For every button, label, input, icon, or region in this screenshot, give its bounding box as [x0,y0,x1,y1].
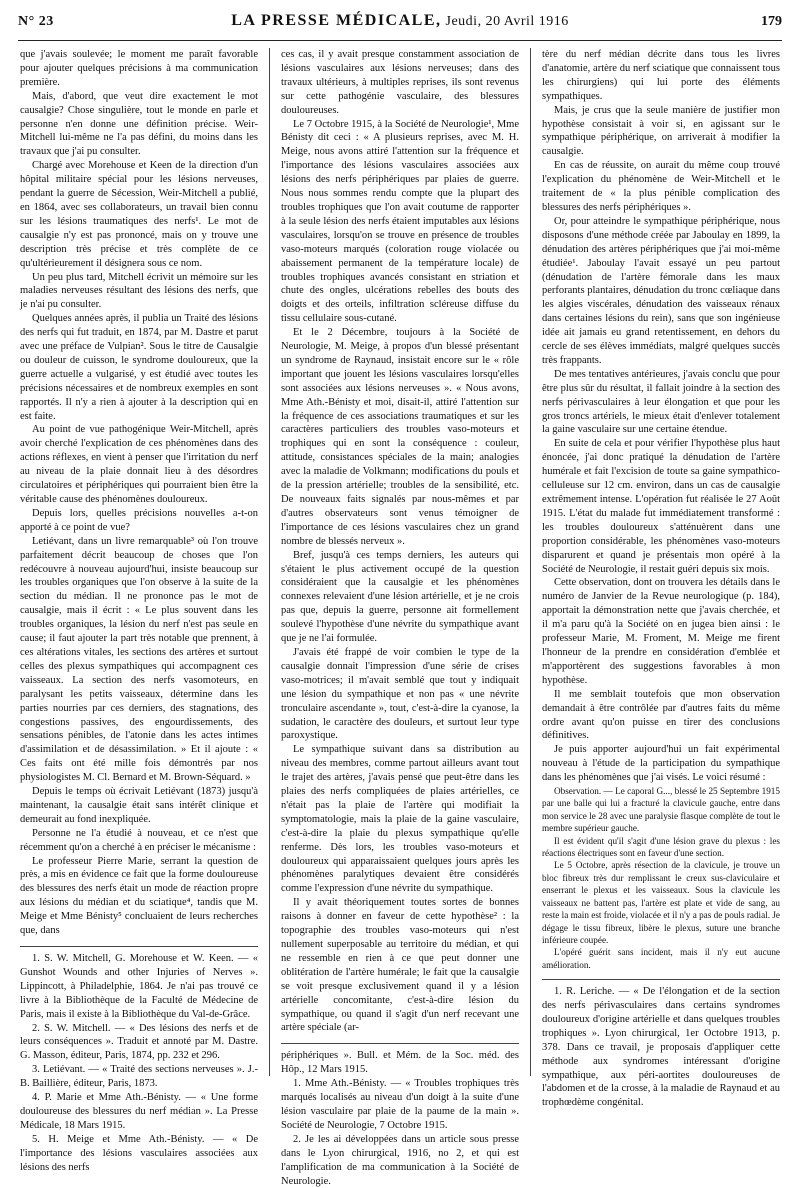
paragraph: Depuis le temps où écrivait Letiévant (1873) jusqu'à maintenant, la causalgie était sans intérêt clinique et demeurait au fond inexpliquée. [20,786,258,825]
footnote: 2. Je les ai développées dans un article sous presse dans le Lyon chirurgical, 1916, no 2, et qui est l'amplification de ma communication à la Société de Neurologie. [281,1133,519,1187]
observation-paragraph: Observation. — Le caporal G..., blessé le 25 Septembre 1915 par une balle qui lui a fracturé la clavicule gauche, entre dans mon service le 28 avec une paralysie flasque complète de tout le membre supérieur gauche. [542,786,780,834]
issue-date: Jeudi, 20 Avril 1916 [441,14,569,29]
paragraph: Le professeur Pierre Marie, serrant la question de près, a mis en évidence ce fait que la forme douloureuse des blessures des nerfs était un mode de réaction propre aux lésions du médian et du sciatique⁴, tandis que M. Meige et Mme Bénisty⁵ concluaient de leurs recherches que, dans [20,855,258,937]
footnote: 1. S. W. Mitchell, G. Morehouse et W. Keen. — « Gunshot Wounds and other Injuries of Nerves ». Lippincott, à Philadelphie, 1864. Je n'ai pas trouvé ce livre à la Bibliothèque de la Faculté de Médecine de Paris, mais il existe à la Bibliothèque du Val-de-Grâce. [20,953,258,1020]
paragraph: que j'avais soulevée; le moment me paraît favorable pour ajouter quelques précisions à ma communication première. [20,49,258,88]
observation-paragraph: L'opéré guérit sans incident, mais il n'y eut aucune amélioration. [542,947,780,970]
paragraph: De mes tentatives antérieures, j'avais conclu que pour être plus sûr du résultat, il fallait joindre à la section des nerfs périvasculaires à leur élongation et que pour les gros troncs artériels, le mieux était d'enlever totalement la gaine vasculaire sur une certaine étendue. [542,368,780,436]
footnote: 3. Letiévant. — « Traité des sections nerveuses ». J.-B. Baillière, éditeur, Paris, 1873. [20,1064,258,1090]
issue-number: N° 23 [18,14,54,29]
paragraph: Quelques années après, il publia un Traité des lésions des nerfs qui fut traduit, en 1874, par M. Dastre et parut avec une préface de Vulpian². Sous le titre de Causalgie ou douleur de cuisson, le syndrome douloureux, que la guerre actuelle a vulgarisé, y est étudié avec toutes les précisions nécessaires et de nombreux exemples en sont rapportés. Il n'y a rien à ajouter à la description qui en est faite. [20,313,258,422]
paragraph: Cette observation, dont on trouvera les détails dans le numéro de Janvier de la Revue neurologique (p. 184), apportait la démonstration nette que j'avais cherchée, et il m'a paru qu'à la Société on en jugea bien ainsi : le professeur Marie, M. Froment, M. Meige me firent l'honneur de la prendre en considération d'emblée et m'apportèrent des suggestions favorables à mon hypothèse. [542,577,780,686]
paragraph: Le 7 Octobre 1915, à la Société de Neurologie¹, Mme Bénisty dit ceci : « A plusieurs reprises, avec M. H. Meige, nous avons attiré l'attention sur la fréquence et l'importance des lésions vasculaires associées aux lésions des nerfs périphériques par plaies de guerre. Nous nous sommes rendu compte que la plupart des troubles trophiques que l'on avait coutume de rapporter à la seule lésion des nerfs étaient imputables aux lésions vasculaires, lorsqu'on se trouve en présence de troubles vaso-moteurs marqués (coloration rouge violacée ou abaissement permanent de la température locale) de troubles trophiques avancés consistant en striation et chute des ongles, ulcérations rebelles des bouts des doigts et des orteils, infiltration scléreuse diffuse du tissu cellulaire sous-cutané. [281,118,519,325]
observation-paragraph: Le 5 Octobre, après résection de la clavicule, je trouve un bloc fibreux très dur remplissant le creux sus-claviculaire et enserrant le plexus et les vaisseaux. Sous la clavicule les vaisseaux ne battent pas, l'artère est plate et vide de sang, au reste la main est froide, violacée et il n'y a pas de pouls radial. Je dégage le tissu fibreux, libère le plexus, suture une branche inférieure coupée. [542,860,780,945]
paragraph: Chargé avec Morehouse et Keen de la direction d'un hôpital militaire spécial pour les lésions nerveuses, pendant la guerre de Sécession, Weir-Mitchell a publié, en 1864, avec ses collaborateurs, un travail bien connu sur les lésions traumatiques des nerfs¹. Le mot de causalgie n'y est pas prononcé, mais on y trouve une description très précise et très complète de ce qu'ultérieurement il désignera sous ce nom. [20,160,258,269]
page-header [18,6,782,41]
footnote-rule [542,979,780,980]
footnote: 5. H. Meige et Mme Ath.-Bénisty. — « De l'importance des lésions vasculaires associées aux lésions des nerfs [20,1133,258,1173]
paragraph: Un peu plus tard, Mitchell écrivit un mémoire sur les maladies nerveuses résultant des lésions des nerfs, que je n'ai pu consulter. [20,271,258,311]
footnote: 2. S. W. Mitchell. — « Des lésions des nerfs et de leurs conséquences ». Traduit et annoté par M. Dastre. G. Masson, éditeur, Paris, 1874, pp. 232 et 296. [20,1022,258,1062]
footnote: 1. R. Leriche. — « De l'élongation et de la section des nerfs périvasculaires dans certains syndromes douloureux d'origine artérielle et dans quelques troubles trophiques ». Lyon chirurgical, 1er Octobre 1913, p. 378. Dans ce travail, je proposais d'appliquer cette méthode aux syndromes intéressant d'origine sympathique, aux péri-aortites douloureuses de l'abdomen et de la crosse, à la maladie de Raynaud et au trophœdème congénital. [542,986,780,1109]
paragraph: tère du nerf médian décrite dans tous les livres d'anatomie, artère du nerf sciatique que connaissent tous les chirurgiens) qui lui porte des éléments sympathiques. [542,49,780,102]
paragraph: Bref, jusqu'à ces temps derniers, les auteurs qui s'étaient le plus activement occupé de la question considéraient que la causalgie et les phénomènes connexes relevaient d'une lésion artérielle, et je ne crois pas que, depuis la guerre, personne ait formellement soulevé l'hypothèse d'une névrite du sympathique avant que je ne l'ai formulée. [281,549,519,645]
page-number: 179 [761,14,782,29]
footnote-rule [20,946,258,947]
observation-paragraph: Il est évident qu'il s'agit d'une lésion grave du plexus : les réactions électriques sont en faveur d'une section. [542,835,780,859]
paragraph: Mais, je crus que la seule manière de justifier mon hypothèse consistait à voir si, en agissant sur le sympathique périphérique, on arriverait à modifier la causalgie. [542,104,780,158]
paragraph: Et le 2 Décembre, toujours à la Société de Neurologie, M. Meige, à propos d'un blessé présentant un syndrome de Raynaud, insistait encore sur le « rôle important que jouent les lésions vasculaires lorsqu'elles sont associées aux lésions nerveuses ». « Nous avons, Mme Ath.-Bénisty et moi, disait-il, attiré l'attention sur la fréquence de ces associations traumatiques et sur les caractères particuliers des troubles vaso-moteurs et trophiques qui en sont la conséquence : couleur, attitude, consistances spéciales de la main; analogies avec la maladie de Volkmann; modifications du pouls et de la pression artérielle; troubles de la sensibilité, etc. De nouveaux faits signalés par nous-mêmes et par d'autres observateurs sont venus témoigner de l'importance de ces lésions vasculaires chez un grand nombre de blessés nerveux ». [281,327,519,547]
paragraph: En cas de réussite, on aurait du même coup trouvé l'explication du phénomène de Weir-Mitchell et le traitement de « la plus pénible complication des blessures des nerfs périphériques ». [542,160,780,213]
footnote: périphériques ». Bull. et Mém. de la Soc. méd. des Hôp., 12 Mars 1915. [281,1050,519,1076]
journal-title [18,12,782,30]
paragraph: ces cas, il y avait presque constamment association de lésions vasculaires aux lésions nerveuses; dans des travaux ultérieurs, à multiples reprises, ils sont revenus sur cette pathogénie vasculaire, des blessures douloureuses. [281,49,519,116]
paragraph: Letiévant, dans un livre remarquable³ où l'on trouve parfaitement décrit beaucoup de choses que l'on redécouvre à nouveau aujourd'hui, insiste beaucoup sur les troubles organiques que l'on observe à la suite de la section du médian. Il ne prononce pas le mot de causalgie, mais il écrit : « Le plus souvent dans les troubles organiques, la lésion du nerf n'est pas seule en cause; il faut ajouter la part très notable que prennent, à ces altérations vitales, les sections des artères et surtout celles des plexus sympathiques qui accompagnent ces vaisseaux. La section des nerfs vasomoteurs, en paralysant les petits vaisseaux, détermine dans les parties nourries par ces derniers, des stagnations, des congestions passives, des engourdissements, des sensations pénibles, de l'atonie dans les actes intimes d'assimilation et de désassimilation. » Et il ajoute : « Ces faits ont été mille fois démontrés par nos physiologistes M. Cl. Bernard et M. Brown-Séquard. » [20,535,258,784]
paragraph: J'avais été frappé de voir combien le type de la causalgie donnait l'impression d'une série de crises vaso-motrices; il m'avait semblé que tout y indiquait une lésion du sympathique et non pas « une névrite tronculaire ascendante », tout, c'est-à-dire la cyanose, la sudation, le caractère des douleurs, et surtout leur type paroxystique. [281,646,519,742]
footnote: 4. P. Marie et Mme Ath.-Bénisty. — « Une forme douloureuse des blessures du nerf médian ». La Presse Médicale, 18 Mars 1915. [20,1092,258,1131]
paragraph: Personne ne l'a étudié à nouveau, et ce n'est que récemment qu'on a cherché à en préciser le mécanisme : [20,827,258,853]
column-1 [20,48,258,1173]
column-2 [281,48,519,1187]
paragraph: Or, pour atteindre le sympathique périphérique, nous disposons d'une méthode créée par Jaboulay en 1899, la dénudation des artères périphériques que j'ai moi-même étudiée¹. Jaboulay l'avait essayé un peu partout (dénudation de l'artère fémorale dans les maux perforants plantaires, dénudation du tronc cœliaque dans les algies viscérales, dénudation des vaisseaux rénaux dans certaines lésions du rein), sans que son ingénieuse idée ait jamais eu grand retentissement, en dehors du cercle de ses élèves immédiats, malgré quelques succès très frappants. [542,215,780,366]
paragraph: Le sympathique suivant dans sa distribution au niveau des membres, comme partout ailleurs avant tout le trajet des artères, j'avais pensé que peut-être dans les plaies des nerfs compliquées de plaies artérielles, ce n'était pas la plaie de l'artère qui modifiait la symptomatologie, mais la plaie de la gaine vasculaire, c'est-à-dire la plaie du plexus sympathique qu'elle renferme. Dès lors, les troubles vaso-moteurs et douloureux qui apparaissaient quelques jours après les phénomènes paralytiques devaient être considérés comme l'expression d'une névrite du sympathique. [281,744,519,895]
paragraph: Mais, d'abord, que veut dire exactement le mot causalgie? Chose singulière, tout le monde en parle et personne n'en donne une définition précise. Weir-Mitchell lui-même ne l'a pas défini, du moins dans les travaux que j'ai pu consulter. [20,90,258,158]
paragraph: Je puis apporter aujourd'hui un fait expérimental nouveau à l'étude de la participation du sympathique dans les phénomènes que j'ai visés. Le voici résumé : [542,744,780,784]
paragraph: Depuis lors, quelles précisions nouvelles a-t-on apporté à ce point de vue? [20,507,258,533]
footnote: 1. Mme Ath.-Bénisty. — « Troubles trophiques très marqués localisés au niveau d'un doigt à la suite d'une lésion vasculaire par plaie de la paume de la main ». Société de Neurologie, 7 Octobre 1915. [281,1078,519,1131]
footnote-rule [281,1043,519,1044]
column-divider [530,48,531,1076]
journal-name: LA PRESSE MÉDICALE, [231,12,442,29]
paragraph: Au point de vue pathogénique Weir-Mitchell, après avoir cherché l'explication de ces phénomènes dans des actions réflexes, en vient à penser que l'irritation du nerf au niveau de la plaie donnait lieu à des désordres circulatoires et périphériques qui pourraient bien être la véritable cause des phénomènes douloureux. [20,424,258,505]
column-divider [269,48,270,1076]
column-3 [542,48,780,1109]
paragraph: Il y avait théoriquement toutes sortes de bonnes raisons à donner en faveur de cette hypothèse² : la topographie des troubles vaso-moteurs qui n'est nullement superposable au territoire du médian, et qui ne ressemble en rien à ce que peut donner une oblitération de l'artère humérale; le fait que la causalgie se voit presque exclusivement quand il y a lésion artérielle concomitante, c'est-à-dire lésion du sympathique, ou quand il s'agit d'un nerf recevant une artère spéciale (ar- [281,897,519,1034]
paragraph: Il me semblait toutefois que mon observation demandait à être contrôlée par d'autres faits du même ordre avant qu'on puisse en tirer des conclusions définitives. [542,688,780,742]
paragraph: En suite de cela et pour vérifier l'hypothèse plus haut énoncée, j'ai donc pratiqué la dénudation de l'artère humérale et fait l'excision de toute sa gaine sympathico-celluleuse sur 12 cm. environ, dans un cas de causalgie extrêmement intense. L'opération fut réalisée le 27 Août 1915. L'état du malade fut immédiatement transformé : les troubles douloureux s'atténuèrent dans une proportion considérable, les phénomènes vaso-moteurs disparurent et quand je présentais mon opéré à la Société de Neurologie, il restait guéri depuis six mois. [542,438,780,575]
